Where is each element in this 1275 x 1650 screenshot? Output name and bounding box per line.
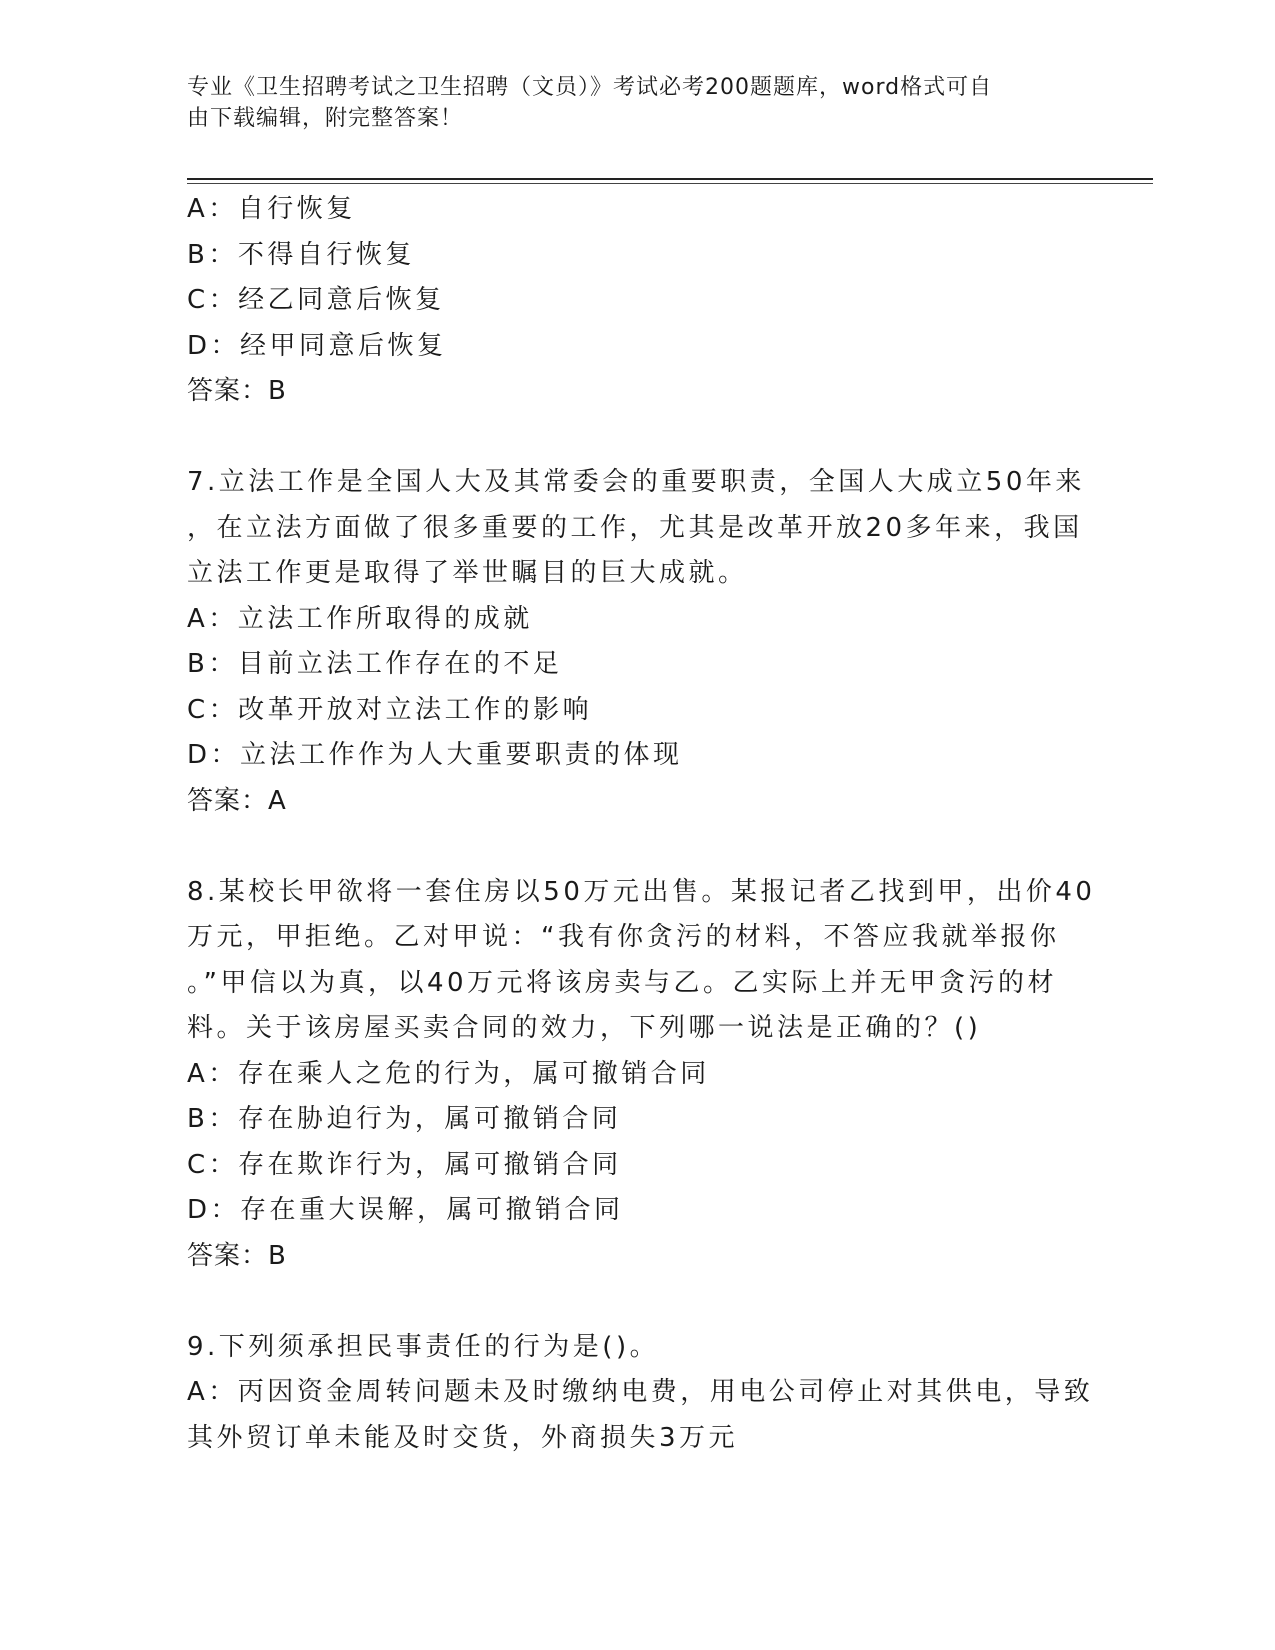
question-stem-line: 8.某校长甲欲将一套住房以50万元出售。某报记者乙找到甲，出价40 [187, 876, 1096, 907]
spacer [187, 415, 1087, 461]
option-b: B：不得自行恢复 [187, 239, 415, 270]
header-line-2: 由下载编辑，附完整答案！ [187, 106, 464, 131]
question-stem-line: 万元，甲拒绝。乙对甲说：“我有你贪污的材料，不答应我就举报你 [187, 922, 1060, 952]
header-divider-thin [187, 183, 1153, 184]
option-d: D：经甲同意后恢复 [187, 330, 447, 361]
option-a: A：丙因资金周转问题未及时缴纳电费，用电公司停止对其供电，导致 [187, 1377, 1094, 1407]
question-8 [187, 870, 1096, 1280]
question-stem-line: 。”甲信以为真，以40万元将该房卖与乙。乙实际上并无甲贪污的材 [187, 967, 1058, 998]
option-a: A：存在乘人之危的行为，属可撤销合同 [187, 1058, 710, 1089]
question-stem-line: 7.立法工作是全国人大及其常委会的重要职责，全国人大成立50年来 [187, 467, 1085, 497]
document-header [187, 72, 1087, 134]
option-a: A：自行恢复 [187, 194, 356, 224]
option-b: B：存在胁迫行为，属可撤销合同 [187, 1104, 622, 1134]
answer-label: 答案：B [187, 1240, 287, 1271]
question-6 [187, 187, 1087, 415]
option-a-continued: 其外贸订单未能及时交货，外商损失3万元 [187, 1422, 739, 1453]
option-c: C：经乙同意后恢复 [187, 285, 445, 315]
option-c: C：存在欺诈行为，属可撤销合同 [187, 1149, 622, 1180]
question-list [187, 187, 1096, 1461]
question-stem-line: 料。关于该房屋买卖合同的效力，下列哪一说法是正确的？() [187, 1013, 982, 1043]
option-d: D：立法工作作为人大重要职责的体现 [187, 740, 683, 770]
spacer [187, 824, 1087, 870]
option-a: A：立法工作所取得的成就 [187, 603, 533, 634]
question-9 [187, 1325, 1094, 1462]
option-d: D：存在重大误解，属可撤销合同 [187, 1195, 624, 1225]
question-stem-line: 立法工作更是取得了举世瞩目的巨大成就。 [187, 558, 748, 588]
answer-label: 答案：A [187, 785, 287, 816]
answer-label: 答案：B [187, 376, 287, 406]
header-divider-thick [187, 178, 1153, 180]
option-b: B：目前立法工作存在的不足 [187, 649, 563, 679]
question-stem-line: ，在立法方面做了很多重要的工作，尤其是改革开放20多年来，我国 [187, 512, 1083, 543]
option-c: C：改革开放对立法工作的影响 [187, 694, 593, 725]
question-stem-line: 9.下列须承担民事责任的行为是()。 [187, 1331, 660, 1362]
header-line-1: 专业《卫生招聘考试之卫生招聘（文员）》考试必考200题题库，word格式可自 [187, 75, 993, 100]
question-7 [187, 460, 1087, 824]
spacer [187, 1279, 1087, 1325]
